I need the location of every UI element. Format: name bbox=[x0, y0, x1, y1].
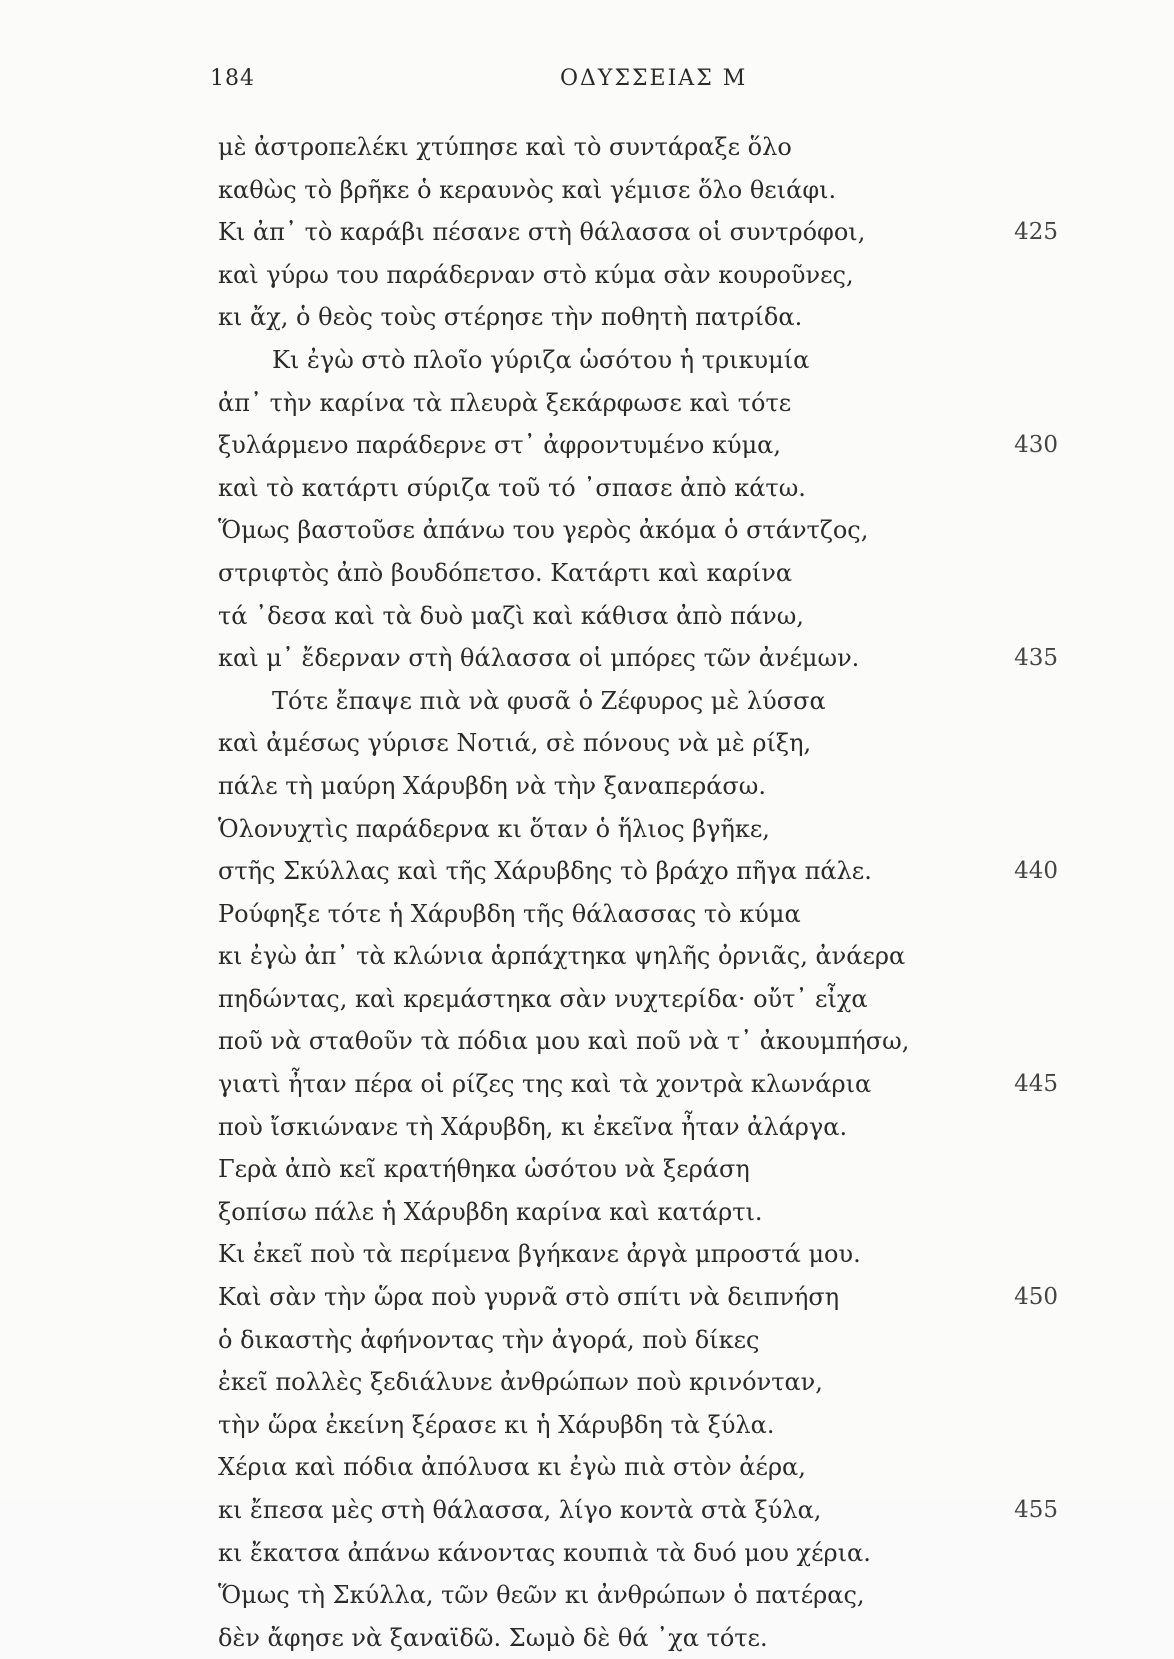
verse-line bbox=[218, 1446, 1068, 1489]
verse-text: στριφτὸς ἀπὸ βουδόπετσο. Κατάρτι καὶ καρίνα bbox=[218, 558, 793, 587]
verse-line bbox=[218, 1574, 1068, 1617]
verse-line bbox=[218, 382, 1068, 425]
verse-line bbox=[218, 1361, 1068, 1404]
verse-text: κι ἔπεσα μὲς στὴ θάλασσα, λίγο κοντὰ στὰ ξύλα, bbox=[218, 1496, 822, 1524]
verse-text: καθὼς τὸ βρῆκε ὁ κεραυνὸς καὶ γέμισε ὅλο θειάφι. bbox=[218, 175, 837, 204]
verse-line bbox=[218, 1106, 1068, 1149]
verse-text: Κι ἐκεῖ ποὺ τὰ περίμενα βγήκανε ἀργὰ μπροστά μου. bbox=[218, 1240, 861, 1269]
verse-text: καὶ τὸ κατάρτι σύριζα τοῦ τό ᾽σπασε ἀπὸ κάτω. bbox=[218, 473, 806, 502]
verse-line bbox=[218, 935, 1068, 978]
verse-text: καὶ ἀμέσως γύρισε Νοτιά, σὲ πόνους νὰ μὲ ρίξη, bbox=[218, 729, 812, 758]
running-title: ΟΔΥΣΣΕΙΑΣ Μ bbox=[560, 66, 748, 91]
line-number: 425 bbox=[1014, 219, 1058, 246]
verse-line bbox=[218, 126, 1068, 169]
verse-text: δὲν ἄφησε νὰ ξαναϊδῶ. Σωμὸ δὲ θά ᾽χα τότε. bbox=[218, 1623, 768, 1652]
verse-text: καὶ γύρω του παράδερναν στὸ κύμα σὰν κουροῦνες, bbox=[218, 260, 854, 289]
verse-line bbox=[218, 978, 1068, 1021]
verse-text: στῆς Σκύλλας καὶ τῆς Χάρυβδης τὸ βράχο πῆγα πάλε. bbox=[218, 857, 872, 886]
verse-line bbox=[218, 339, 1068, 382]
verse-line bbox=[218, 1276, 1068, 1319]
verse-text: ἐκεῖ πολλὲς ξεδιάλυνε ἀνθρώπων ποὺ κρινόνταν, bbox=[218, 1368, 823, 1397]
verse-line bbox=[218, 296, 1068, 339]
verse-text: καὶ μ᾽ ἔδερναν στὴ θάλασσα οἱ μπόρες τῶν ἀνέμων. bbox=[218, 644, 860, 673]
line-number: 440 bbox=[1014, 858, 1058, 885]
verse-text: Ὅμως τὴ Σκύλλα, τῶν θεῶν κι ἀνθρώπων ὁ πατέρας, bbox=[218, 1581, 865, 1610]
line-number: 430 bbox=[1014, 432, 1058, 459]
verse-line bbox=[218, 1532, 1068, 1575]
verse-line bbox=[218, 680, 1068, 723]
verse-text: τὴν ὥρα ἐκείνη ξέρασε κι ἡ Χάρυβδη τὰ ξύλα. bbox=[218, 1410, 775, 1439]
page-header bbox=[210, 66, 990, 106]
verse-text: ξοπίσω πάλε ἡ Χάρυβδη καρίνα καὶ κατάρτι. bbox=[218, 1197, 763, 1226]
verse-text: Ρούφηξε τότε ἡ Χάρυβδη τῆς θάλασσας τὸ κύμα bbox=[218, 899, 801, 928]
verse-text: μὲ ἀστροπελέκι χτύπησε καὶ τὸ συντάραξε ὅλο bbox=[218, 133, 792, 161]
verse-line bbox=[218, 211, 1068, 254]
page-number: 184 bbox=[210, 66, 255, 91]
verse-line bbox=[218, 1191, 1068, 1234]
verse-line bbox=[218, 765, 1068, 808]
verse-line bbox=[218, 552, 1068, 595]
verse-line bbox=[218, 1233, 1068, 1276]
verse-text: ποὺ ἴσκιώνανε τὴ Χάρυβδη, κι ἐκεῖνα ἦταν ἀλάργα. bbox=[218, 1112, 848, 1141]
verse-line bbox=[218, 1020, 1068, 1063]
verse-line bbox=[218, 1404, 1068, 1447]
verse-line bbox=[218, 1063, 1068, 1106]
verse-text: Γερὰ ἀπὸ κεῖ κρατήθηκα ὡσότου νὰ ξεράση bbox=[218, 1155, 750, 1184]
verse-line bbox=[218, 509, 1068, 552]
verse-line bbox=[218, 169, 1068, 212]
verse-text: κι ἔκατσα ἀπάνω κάνοντας κουπιὰ τὰ δυό μου χέρια. bbox=[218, 1538, 871, 1567]
verse-line bbox=[218, 1489, 1068, 1532]
verse-text: Κι ἀπ᾽ τὸ καράβι πέσανε στὴ θάλασσα οἱ συντρόφοι, bbox=[218, 218, 866, 247]
verse-line bbox=[218, 850, 1068, 893]
verse-line bbox=[218, 722, 1068, 765]
verse-block bbox=[218, 126, 1068, 1659]
verse-text: ἀπ᾽ τὴν καρίνα τὰ πλευρὰ ξεκάρφωσε καὶ τότε bbox=[218, 388, 792, 417]
verse-text: Ὅμως βαστοῦσε ἀπάνω του γερὸς ἀκόμα ὁ στάντζος, bbox=[218, 516, 869, 545]
line-number: 450 bbox=[1014, 1284, 1058, 1311]
verse-text: κι ἐγὼ ἀπ᾽ τὰ κλώνια ἁρπάχτηκα ψηλῆς ὀρνιᾶς, ἀνάερα bbox=[218, 942, 906, 971]
verse-line bbox=[218, 808, 1068, 851]
verse-text: κι ἄχ, ὁ θεὸς τοὺς στέρησε τὴν ποθητὴ πατρίδα. bbox=[218, 303, 803, 332]
line-number: 445 bbox=[1014, 1071, 1058, 1098]
verse-text: Ὁλονυχτὶς παράδερνα κι ὅταν ὁ ἥλιος βγῆκε, bbox=[218, 814, 770, 843]
verse-text: Καὶ σὰν τὴν ὥρα ποὺ γυρνᾶ στὸ σπίτι νὰ δειπνήση bbox=[218, 1283, 840, 1312]
verse-line bbox=[218, 1617, 1068, 1659]
verse-text: ξυλάρμενο παράδερνε στ᾽ ἀφροντυμένο κύμα, bbox=[218, 431, 782, 460]
verse-line bbox=[218, 1148, 1068, 1191]
verse-text: γιατὶ ἦταν πέρα οἱ ρίζες της καὶ τὰ χοντρὰ κλωνάρια bbox=[218, 1070, 872, 1099]
line-number: 455 bbox=[1014, 1497, 1058, 1523]
verse-line bbox=[218, 424, 1068, 467]
verse-text: ποῦ νὰ σταθοῦν τὰ πόδια μου καὶ ποῦ νὰ τ᾽ ἀκουμπήσω, bbox=[218, 1027, 910, 1056]
verse-line bbox=[218, 893, 1068, 936]
verse-text: Χέρια καὶ πόδια ἀπόλυσα κι ἐγὼ πιὰ στὸν ἀέρα, bbox=[218, 1453, 806, 1482]
line-number: 435 bbox=[1014, 645, 1058, 672]
verse-text: πηδώντας, καὶ κρεμάστηκα σὰν νυχτερίδα· οὔτ᾽ εἶχα bbox=[218, 984, 868, 1013]
verse-text: τά ᾽δεσα καὶ τὰ δυὸ μαζὶ καὶ κάθισα ἀπὸ πάνω, bbox=[218, 601, 804, 630]
verse-line bbox=[218, 595, 1068, 638]
verse-line bbox=[218, 1319, 1068, 1362]
verse-text: Τότε ἔπαψε πιὰ νὰ φυσᾶ ὁ Ζέφυρος μὲ λύσσα bbox=[272, 686, 826, 715]
verse-line bbox=[218, 254, 1068, 297]
verse-line bbox=[218, 467, 1068, 510]
verse-text: Κι ἐγὼ στὸ πλοῖο γύριζα ὡσότου ἡ τρικυμία bbox=[272, 345, 810, 374]
verse-line bbox=[218, 637, 1068, 680]
verse-text: πάλε τὴ μαύρη Χάρυβδη νὰ τὴν ξαναπεράσω. bbox=[218, 771, 767, 800]
verse-text: ὁ δικαστὴς ἀφήνοντας τὴν ἀγορά, ποὺ δίκες bbox=[218, 1325, 760, 1354]
